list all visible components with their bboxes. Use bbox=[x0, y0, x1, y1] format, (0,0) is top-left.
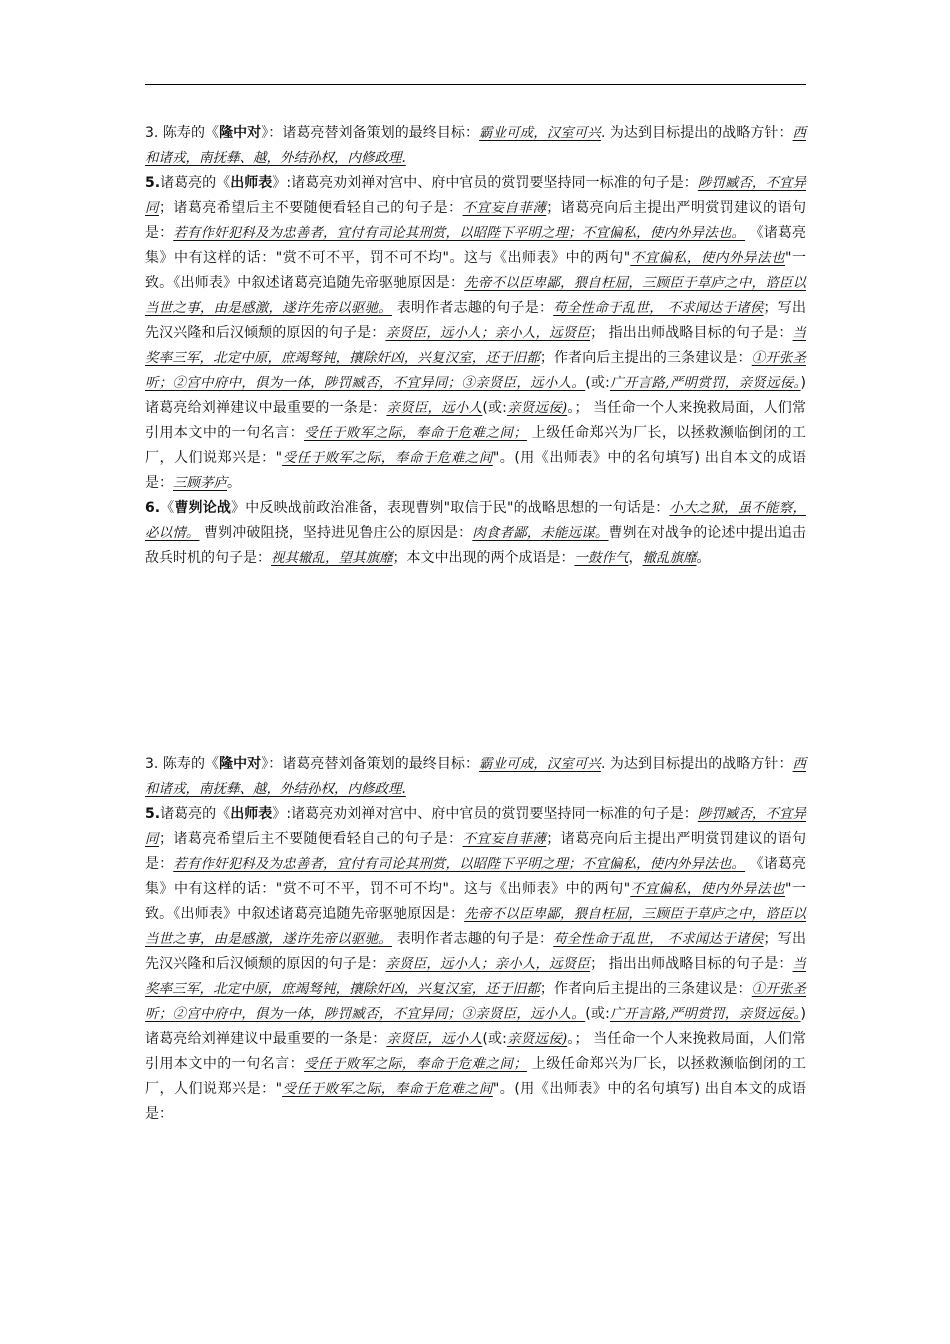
item-number: 5. bbox=[145, 806, 161, 822]
text: 。； 当任命一个人来挽救局面，人们常引用本文中的一句名言： bbox=[145, 1031, 806, 1072]
answer: 陟罚臧否，不宜异同 bbox=[145, 806, 807, 847]
answer: 霸业可成，汉室可兴 bbox=[479, 125, 601, 141]
header-rule bbox=[145, 84, 806, 85]
text: 》：诸葛亮替刘备策划的最终目标： bbox=[261, 125, 479, 141]
answer: 霸业可成，汉室可兴 bbox=[479, 756, 601, 772]
work-title: 出师表 bbox=[230, 806, 273, 822]
text: 》：诸葛亮替刘备策划的最终目标： bbox=[261, 756, 479, 772]
text: 上级任命郑兴为厂长，以拯救濒临倒闭的工厂，人们说郑兴是：" bbox=[145, 425, 807, 466]
answer: 陟罚臧否，不宜异同 bbox=[145, 175, 807, 216]
text: 》:诸葛亮劝刘禅对宫中、府中官员的赏罚要坚持同一标准的句子是： bbox=[272, 806, 698, 822]
text: 表明作者志趣的句子是： bbox=[392, 931, 554, 947]
answer: 苟全性命于乱世， 不求闻达于诸侯 bbox=[553, 931, 764, 947]
answer: 西和诸戎，南抚彝、越，外结孙权，内修政理. bbox=[145, 756, 807, 797]
paragraph-3 bbox=[145, 121, 806, 171]
text: 》中反映战前政治准备，表现曹刿"取信于民"的战略思想的一句话是： bbox=[231, 500, 670, 516]
answer: ①开张圣听；②宫中府中，俱为一体，陟罚臧否，不宜异同；③亲贤臣，远小人。 bbox=[145, 981, 807, 1022]
text: (或: bbox=[585, 375, 610, 391]
answer: 受任于败军之际，奉命于危难之间 bbox=[282, 450, 493, 466]
text: "一致。《出师表》中叙述诸葛亮追随先帝驱驰原因是： bbox=[145, 881, 806, 922]
text: 《 bbox=[160, 500, 175, 516]
answer: 苟全性命于乱世， 不求闻达于诸侯 bbox=[553, 300, 764, 316]
item-number: 3. bbox=[145, 125, 159, 141]
text: 。 bbox=[227, 475, 241, 491]
answer: 不宜偏私，使内外异法也 bbox=[630, 881, 786, 897]
text: 。； 当任命一个人来挽救局面，人们常引用本文中的一句名言： bbox=[145, 400, 806, 441]
text: ；诸葛亮向后主提出严明赏罚建议的语句是： bbox=[145, 200, 807, 241]
text: 》:诸葛亮劝刘禅对宫中、府中官员的赏罚要坚持同一标准的句子是： bbox=[272, 175, 698, 191]
answer: 西和诸戎，南抚彝、越，外结孙权，内修政理. bbox=[145, 125, 807, 166]
item-number: 5. bbox=[145, 175, 161, 191]
text: ； 指出出师战略目标的句子是： bbox=[590, 956, 793, 972]
answer: 三顾茅庐 bbox=[173, 475, 227, 491]
text: ， bbox=[628, 550, 643, 566]
answer: 若有作奸犯科及为忠善者，宜付有司论其刑赏，以昭陛下平明之理；不宜偏私，使内外异法也。 bbox=[173, 856, 746, 872]
answer: 亲贤臣，远小人；亲小人，远贤臣 bbox=[385, 956, 591, 972]
text: ；作者向后主提出的三条建议是： bbox=[539, 350, 752, 366]
answer: 亲贤臣，远小人；亲小人，远贤臣 bbox=[385, 325, 591, 341]
text: ；本文中出现的两个成语是： bbox=[392, 550, 575, 566]
answer: 亲贤臣，远小人 bbox=[386, 1031, 483, 1047]
item-number: 6. bbox=[145, 500, 161, 516]
text: 陈寿的《 bbox=[158, 125, 220, 141]
text: ；写出先汉兴隆和后汉倾颓的原因的句子是： bbox=[145, 931, 806, 972]
answer: 不宜妄自菲薄 bbox=[462, 831, 547, 847]
text: 表明作者志趣的句子是： bbox=[392, 300, 554, 316]
text: "。(用《出师表》中的名句填写) 出自本文的成语是： bbox=[145, 1081, 806, 1122]
answer: 肉食者鄙，未能远谋。 bbox=[472, 525, 609, 541]
answer: 当奖率三军，北定中原，庶竭驽钝，攘除奸凶，兴复汉室，还于旧都 bbox=[145, 325, 807, 366]
answer: 若有作奸犯科及为忠善者，宜付有司论其刑赏，以昭陛下平明之理；不宜偏私，使内外异法也。 bbox=[173, 225, 746, 241]
work-title: 曹刿论战 bbox=[174, 500, 232, 516]
text: (或: bbox=[585, 1006, 610, 1022]
text: 上级任命郑兴为厂长，以拯救濒临倒闭的工厂，人们说郑兴是：" bbox=[145, 1056, 807, 1097]
answer: 不宜妄自菲薄 bbox=[462, 200, 547, 216]
text: 。 bbox=[696, 550, 711, 566]
text: "。(用《出师表》中的名句填写) 出自本文的成语是： bbox=[145, 450, 806, 491]
work-title: 出师表 bbox=[230, 175, 273, 191]
answer: 一鼓作气 bbox=[574, 550, 629, 566]
answer: 不宜偏私，使内外异法也 bbox=[630, 250, 786, 266]
text: ；诸葛亮向后主提出严明赏罚建议的语句是： bbox=[145, 831, 807, 872]
answer: 受任于败军之际，奉命于危难之间 bbox=[282, 1081, 493, 1097]
work-title: 隆中对 bbox=[219, 125, 262, 141]
content-block-2 bbox=[145, 752, 806, 1127]
text: ) 诸葛亮给刘禅建议中最重要的一条是： bbox=[145, 1006, 807, 1047]
answer: 小大之狱，虽不能察，必以情。 bbox=[145, 500, 806, 541]
content-block-1 bbox=[145, 121, 806, 571]
text: 陈寿的《 bbox=[158, 756, 220, 772]
paragraph-5 bbox=[145, 802, 806, 1127]
answer: 亲贤臣，远小人 bbox=[386, 400, 483, 416]
answer: 亲贤远佞) bbox=[506, 400, 568, 416]
text: 曹刿冲破阻挠，坚持进见鲁庄公的原因是： bbox=[199, 525, 473, 541]
answer: 受任于败军之际，奉命于危难之间； bbox=[304, 425, 527, 441]
text: . 为达到目标提出的战略方针： bbox=[600, 756, 793, 772]
answer: 受任于败军之际，奉命于危难之间； bbox=[304, 1056, 527, 1072]
text: "一致。《出师表》中叙述诸葛亮追随先帝驱驰原因是： bbox=[145, 250, 806, 291]
answer: 先帝不以臣卑鄙，猥自枉屈，三顾臣于草庐之中，谘臣以当世之事，由是感激，遂许先帝以驱驰。 bbox=[145, 275, 807, 316]
answer: ①开张圣听；②宫中府中，俱为一体，陟罚臧否，不宜异同；③亲贤臣，远小人。 bbox=[145, 350, 807, 391]
item-number: 3. bbox=[145, 756, 159, 772]
text: ；诸葛亮希望后主不要随便看轻自己的句子是： bbox=[158, 200, 463, 216]
answer: 先帝不以臣卑鄙，猥自枉屈，三顾臣于草庐之中，谘臣以当世之事，由是感激，遂许先帝以驱驰。 bbox=[145, 906, 807, 947]
work-title: 隆中对 bbox=[219, 756, 262, 772]
answer: 辙乱旗靡 bbox=[642, 550, 697, 566]
answer: 亲贤远佞) bbox=[506, 1031, 568, 1047]
answer: 视其辙乱，望其旗靡 bbox=[271, 550, 393, 566]
text: ) 诸葛亮给刘禅建议中最重要的一条是： bbox=[145, 375, 807, 416]
answer: 当奖率三军，北定中原，庶竭驽钝，攘除奸凶，兴复汉室，还于旧都 bbox=[145, 956, 807, 997]
paragraph-3 bbox=[145, 752, 806, 802]
text: ；诸葛亮希望后主不要随便看轻自己的句子是： bbox=[158, 831, 463, 847]
text: ；写出先汉兴隆和后汉倾颓的原因的句子是： bbox=[145, 300, 806, 341]
text: 诸葛亮的《 bbox=[160, 175, 231, 191]
answer: 广开言路,严明赏罚，亲贤远佞。 bbox=[609, 1006, 801, 1022]
text: ； 指出出师战略目标的句子是： bbox=[590, 325, 793, 341]
text: 诸葛亮的《 bbox=[160, 806, 231, 822]
paragraph-5 bbox=[145, 171, 806, 496]
text: 曹刿在对战争的论述中提出追击敌兵时机的句子是： bbox=[145, 525, 807, 566]
text: (或: bbox=[482, 400, 507, 416]
text: (或: bbox=[482, 1031, 507, 1047]
answer: 广开言路,严明赏罚，亲贤远佞。 bbox=[609, 375, 801, 391]
text: 《诸葛亮集》中有这样的话："赏不可不平，罚不可不均"。这与《出师表》中的两句" bbox=[145, 225, 807, 266]
text: ；作者向后主提出的三条建议是： bbox=[539, 981, 752, 997]
text: . 为达到目标提出的战略方针： bbox=[600, 125, 793, 141]
paragraph-6 bbox=[145, 496, 806, 571]
text: 《诸葛亮集》中有这样的话："赏不可不平，罚不可不均"。这与《出师表》中的两句" bbox=[145, 856, 807, 897]
